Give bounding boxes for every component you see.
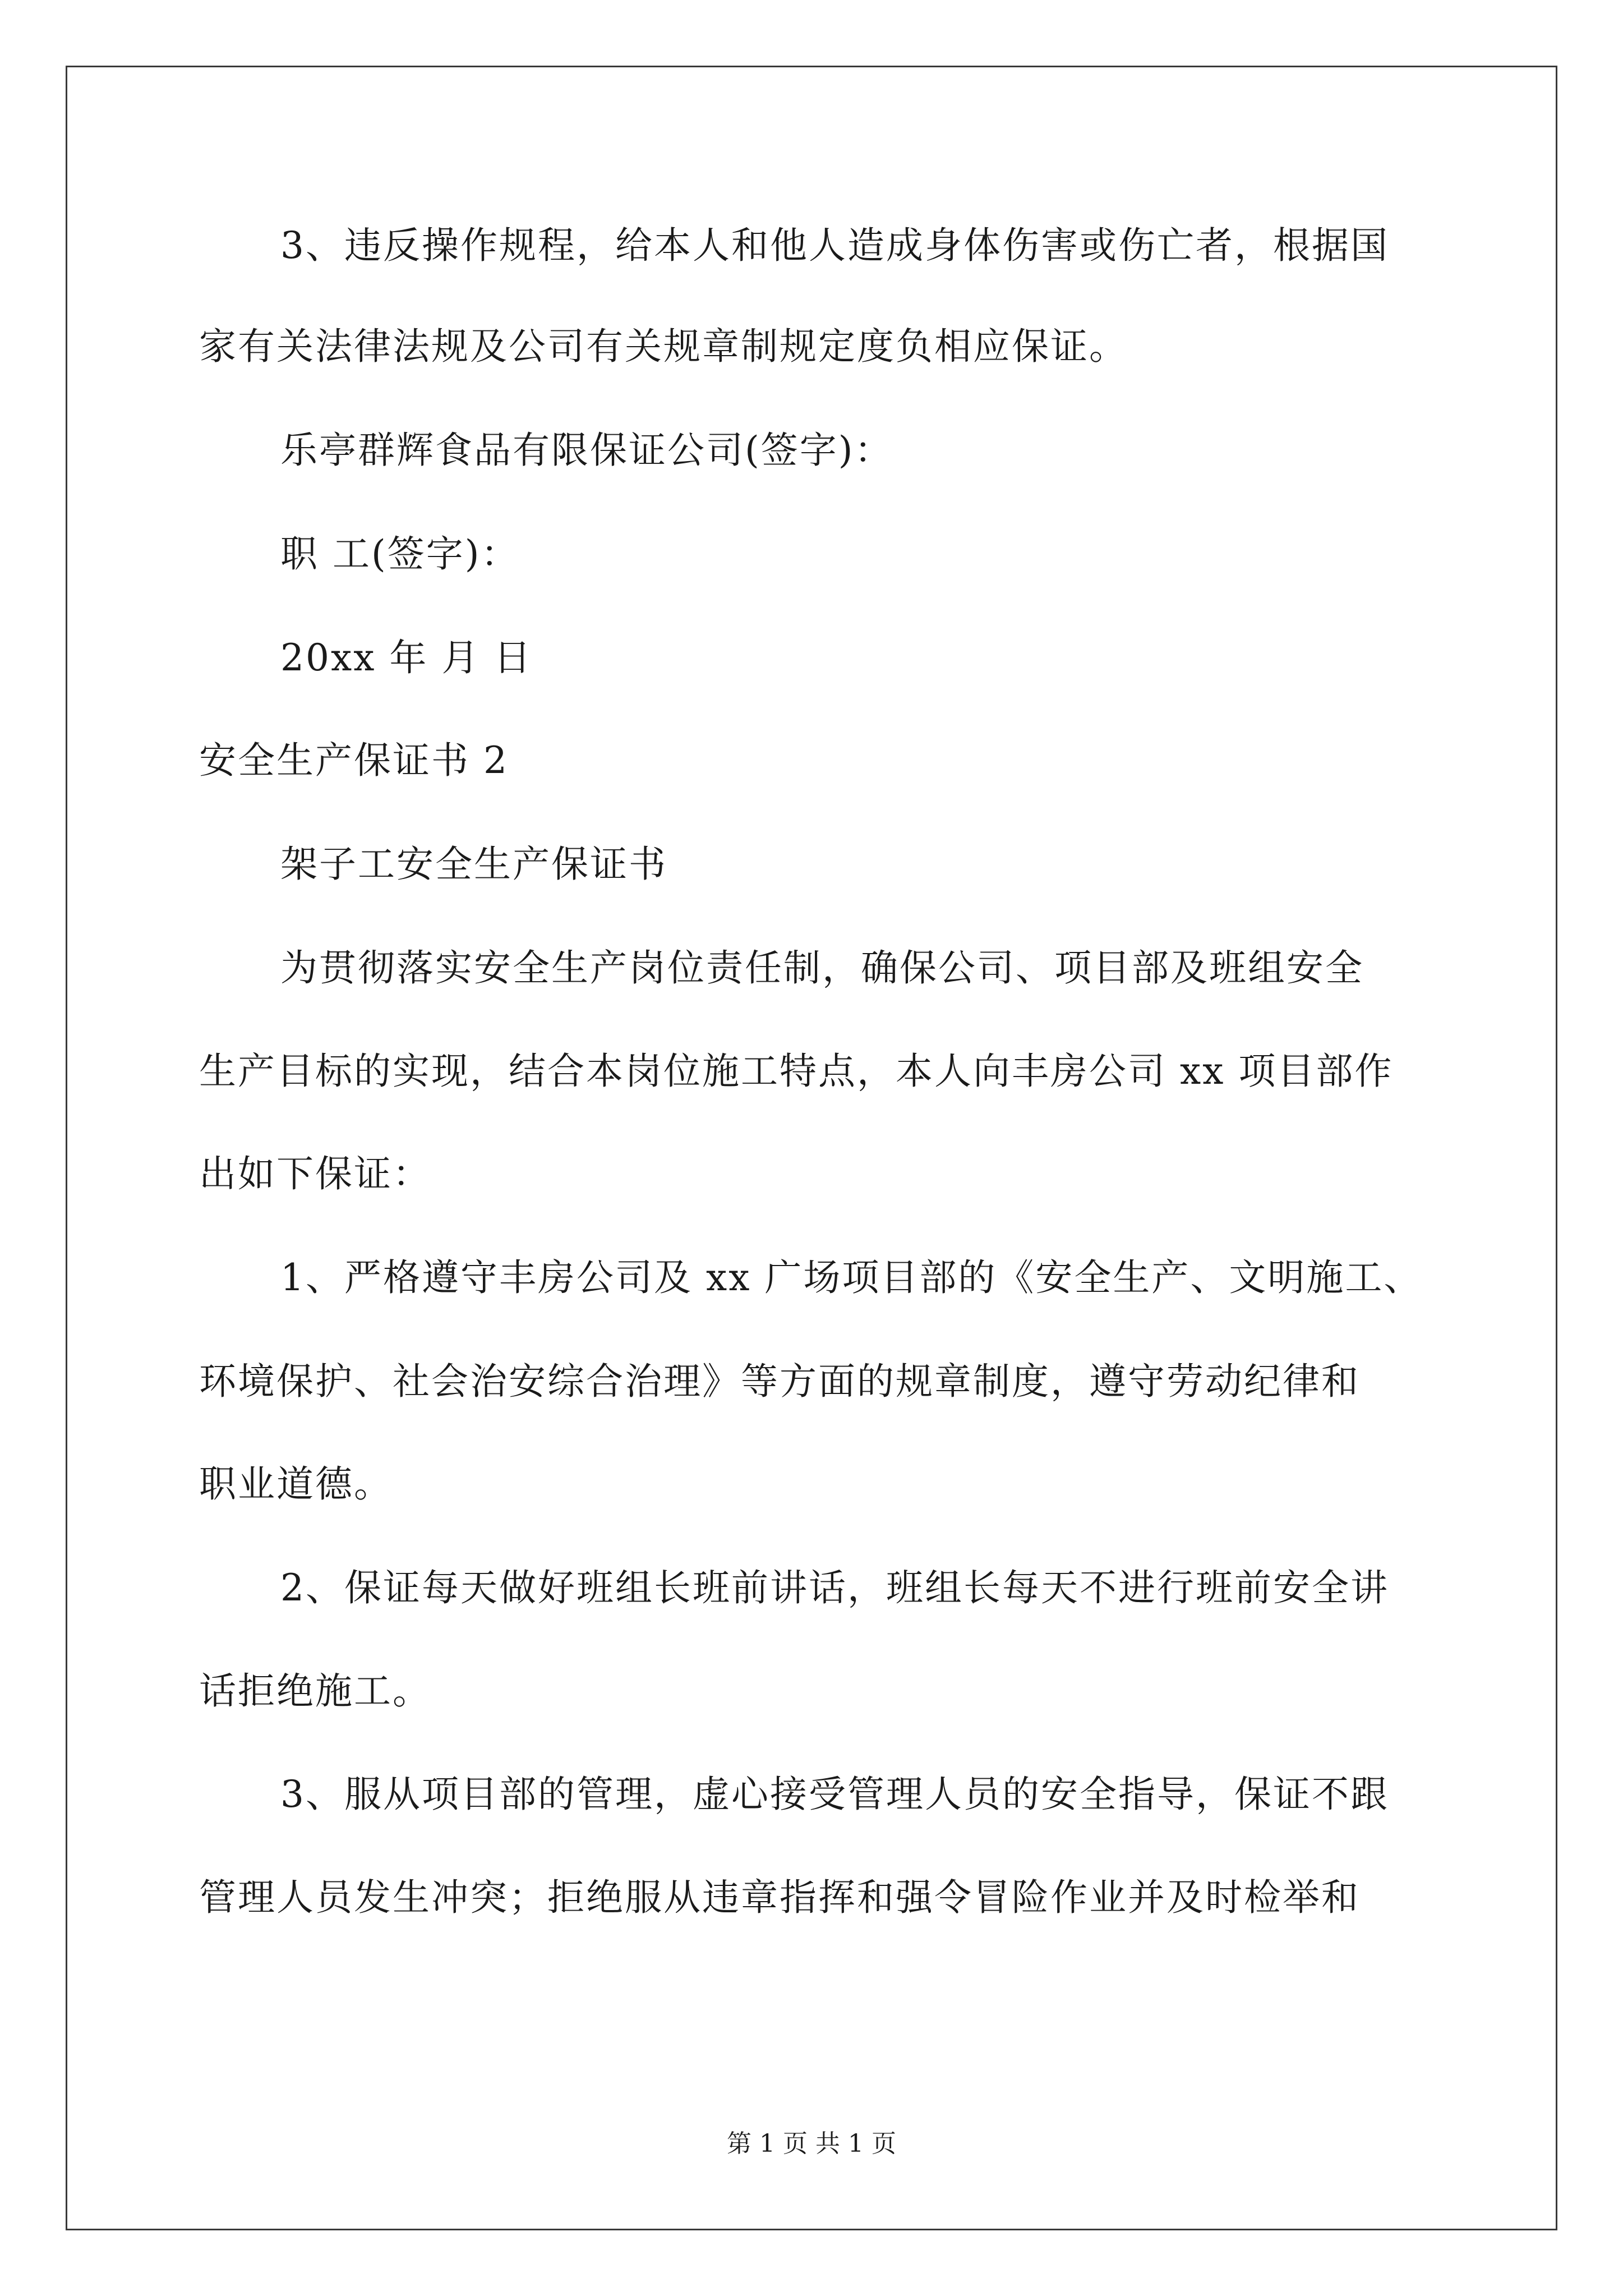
paragraph-line: 为贯彻落实安全生产岗位责任制，确保公司、项目部及班组安全 bbox=[280, 946, 1364, 990]
paragraph-line: 1、严格遵守丰房公司及 xx 广场项目部的《安全生产、文明施工、 bbox=[280, 1256, 1423, 1299]
page-footer: 第 1 页 共 1 页 bbox=[727, 2129, 896, 2158]
paragraph-line: 环境保护、社会治安综合治理》等方面的规章制度，遵守劳动纪律和 bbox=[199, 1360, 1360, 1403]
paragraph-line: 生产目标的实现，结合本岗位施工特点，本人向丰房公司 xx 项目部作 bbox=[199, 1050, 1394, 1093]
section-heading: 安全生产保证书 2 bbox=[199, 739, 509, 782]
paragraph-line: 20xx 年 月 日 bbox=[280, 636, 533, 679]
paragraph-line: 职 工(签字)： bbox=[280, 532, 520, 576]
paragraph-line: 2、保证每天做好班组长班前讲话，班组长每天不进行班前安全讲 bbox=[280, 1566, 1389, 1609]
paragraph-line: 3、违反操作规程，给本人和他人造成身体伤害或伤亡者，根据国 bbox=[280, 224, 1389, 267]
paragraph-line: 3、服从项目部的管理，虚心接受管理人员的安全指导，保证不跟 bbox=[280, 1773, 1389, 1816]
paragraph-line: 乐亭群辉食品有限保证公司(签字)： bbox=[280, 429, 893, 472]
paragraph-line: 管理人员发生冲突；拒绝服从违章指挥和强令冒险作业并及时检举和 bbox=[199, 1876, 1360, 1919]
document-title: 架子工安全生产保证书 bbox=[280, 843, 667, 886]
paragraph-line: 话拒绝施工。 bbox=[199, 1669, 431, 1713]
paragraph-line: 家有关法律法规及公司有关规章制规定度负相应保证。 bbox=[199, 325, 1128, 368]
paragraph-line: 出如下保证： bbox=[199, 1152, 431, 1195]
paragraph-line: 职业道德。 bbox=[199, 1462, 393, 1506]
